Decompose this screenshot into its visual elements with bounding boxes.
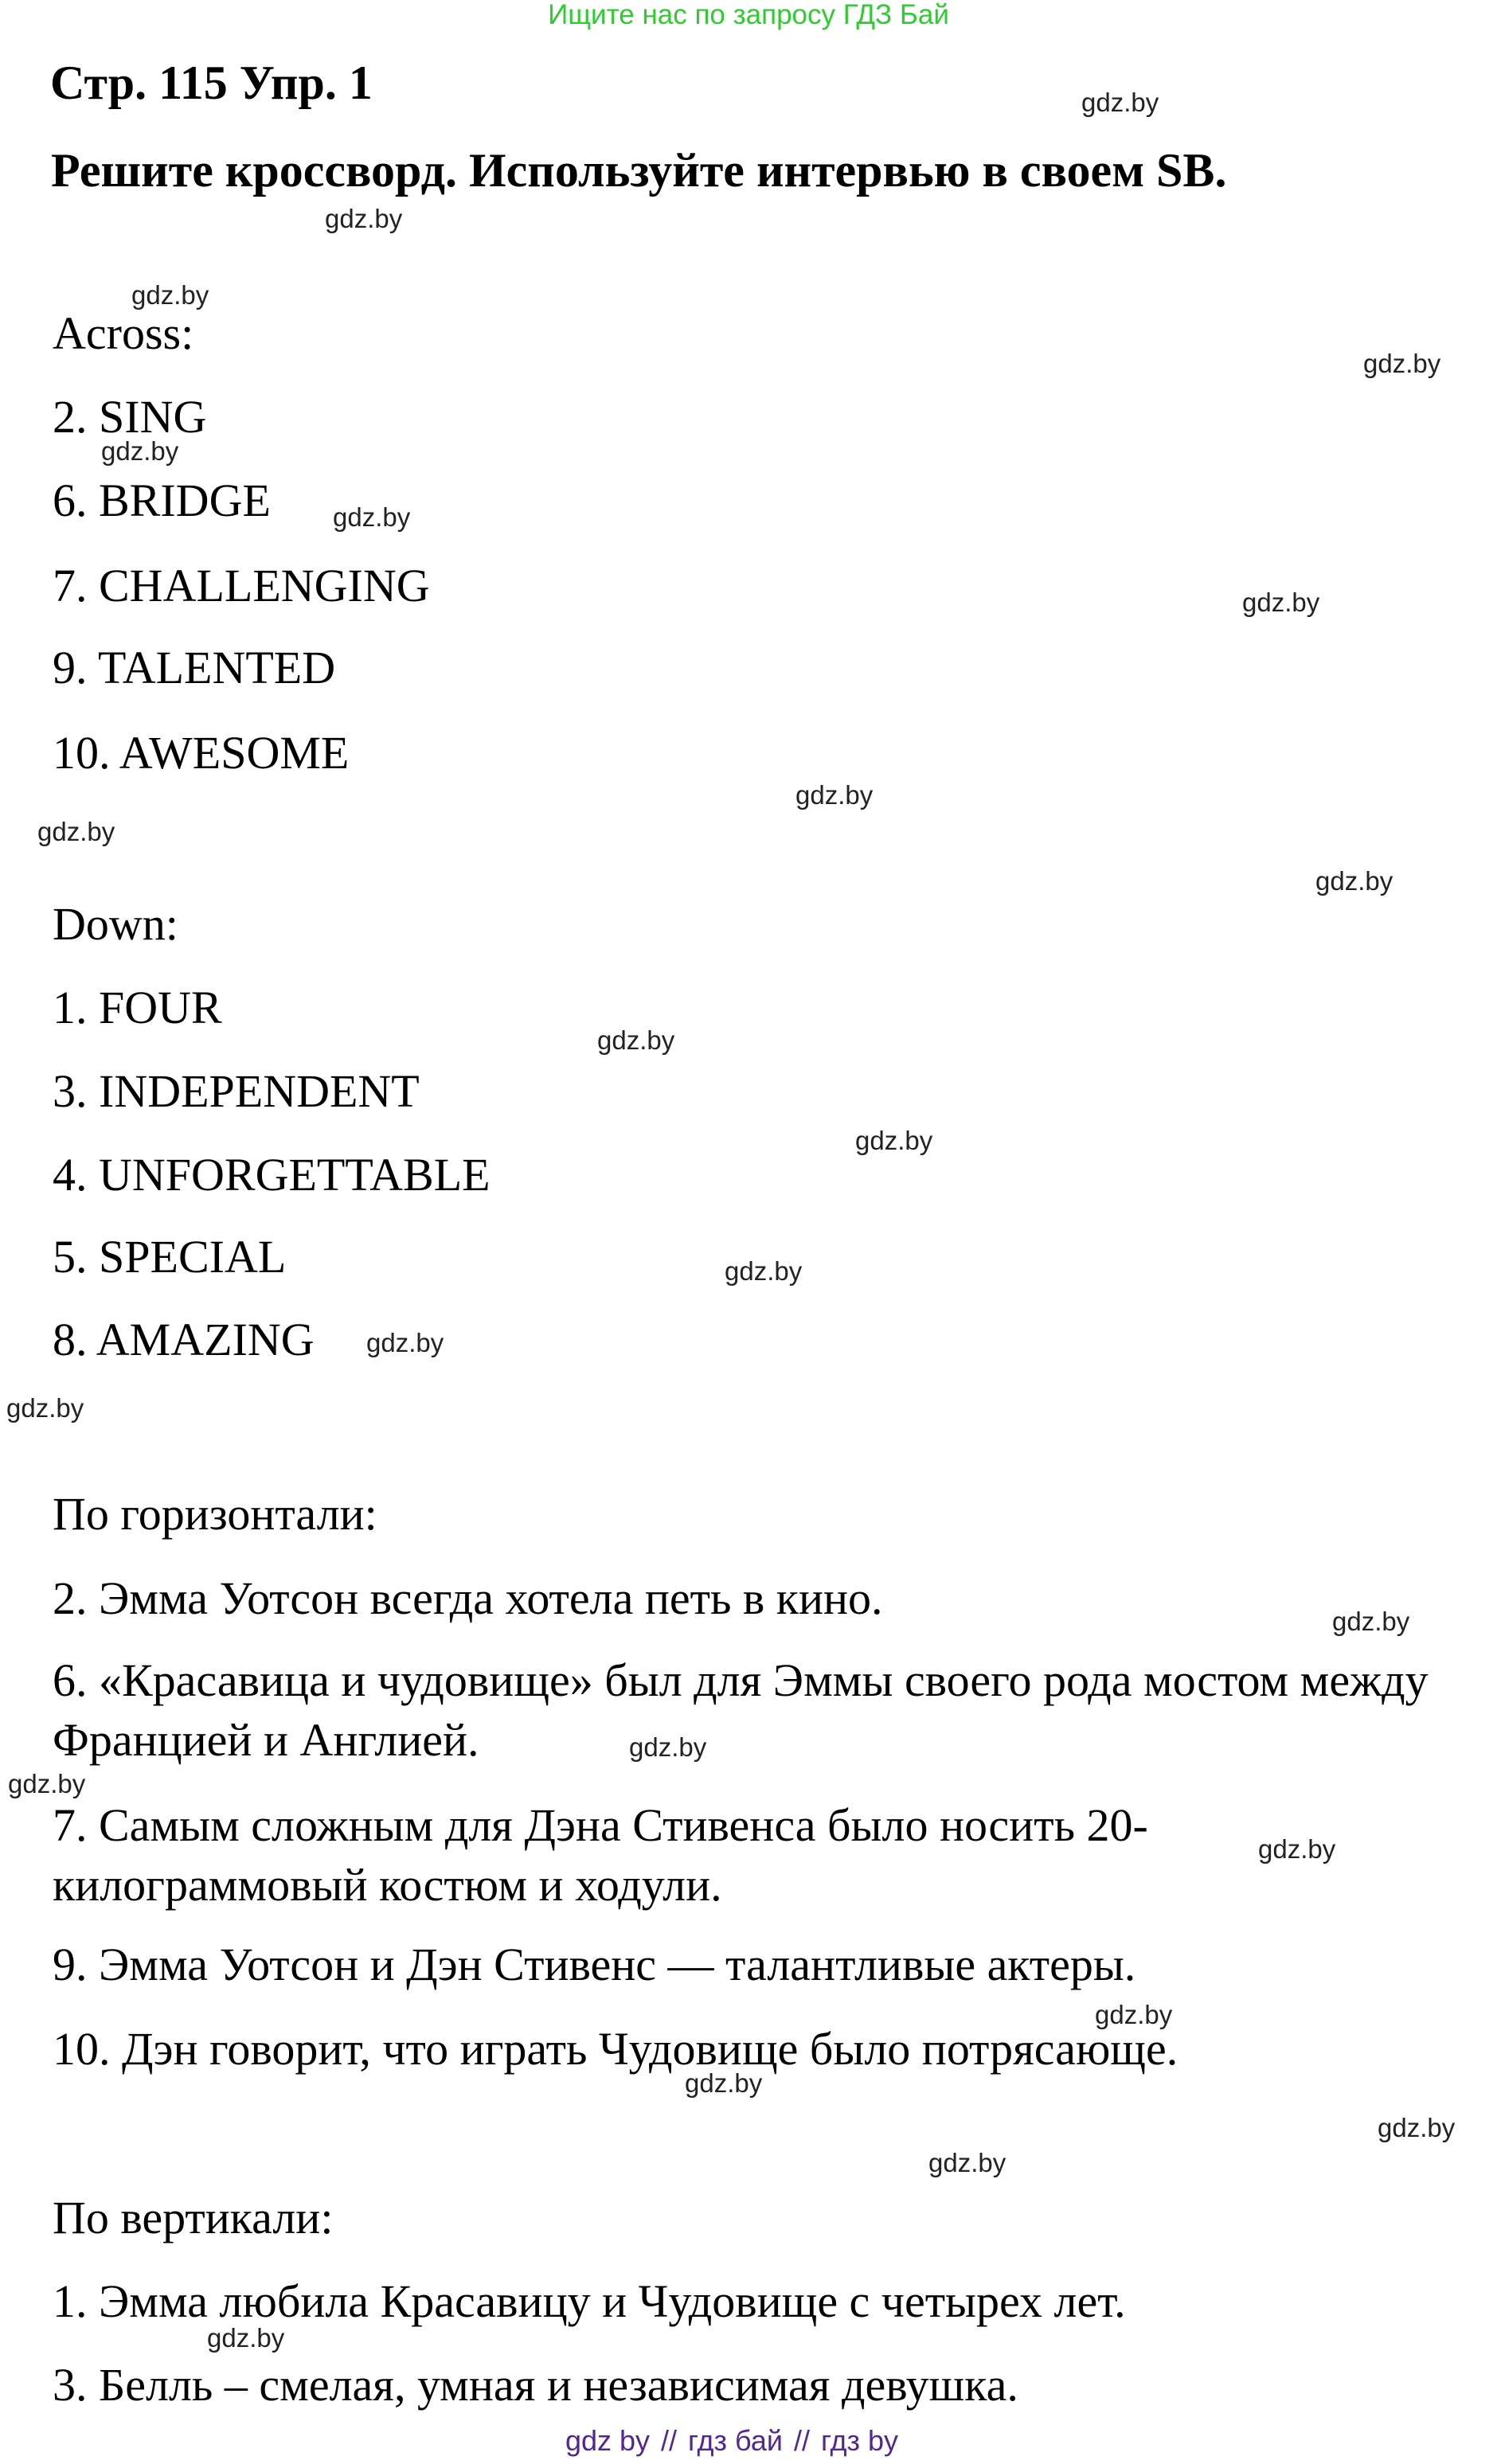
gdz-watermark: gdz.by	[8, 1769, 86, 1798]
horizontal-item: 2. Эмма Уотсон всегда хотела петь в кино.	[53, 1572, 883, 1624]
across-item: 7. CHALLENGING	[53, 560, 430, 611]
footer-link-gdz-bai[interactable]: гдз бай	[688, 2424, 783, 2457]
horizontal-item: 7. Самым сложным для Дэна Стивенса было носить 20-	[53, 1799, 1148, 1851]
across-item: 2. SING	[53, 391, 207, 443]
gdz-watermark: gdz.by	[597, 1025, 675, 1055]
gdz-watermark: gdz.by	[928, 2148, 1006, 2177]
horizontal-item-continued: килограммовый костюм и ходули.	[53, 1859, 722, 1911]
gdz-watermark: gdz.by	[366, 1328, 444, 1357]
down-heading: Down:	[53, 898, 178, 950]
page-title: Стр. 115 Упр. 1	[50, 57, 373, 109]
footer-link-gdz-by-2[interactable]: гдз by	[821, 2424, 899, 2457]
gdz-watermark: gdz.by	[629, 1732, 707, 1762]
down-item: 8. AMAZING	[53, 1314, 315, 1365]
gdz-watermark: gdz.by	[725, 1256, 803, 1286]
across-heading: Across:	[53, 307, 194, 359]
gdz-watermark: gdz.by	[6, 1393, 84, 1423]
gdz-watermark: gdz.by	[333, 502, 411, 532]
gdz-watermark: gdz.by	[1242, 588, 1320, 617]
gdz-watermark: gdz.by	[1315, 866, 1393, 896]
gdz-watermark: gdz.by	[1363, 349, 1441, 378]
horizontal-item: 10. Дэн говорит, что играть Чудовище было потрясающе.	[53, 2023, 1178, 2075]
footer-links	[0, 2424, 1464, 2457]
vertical-heading: По вертикали:	[53, 2192, 334, 2243]
down-item: 1. FOUR	[53, 982, 222, 1033]
gdz-watermark: gdz.by	[685, 2068, 763, 2098]
horizontal-heading: По горизонтали:	[53, 1488, 377, 1540]
gdz-watermark: gdz.by	[1095, 2000, 1173, 2029]
promo-banner: Ищите нас по запросу ГДЗ Бай	[548, 0, 949, 30]
footer-separator: //	[661, 2424, 678, 2457]
down-item: 3. INDEPENDENT	[53, 1065, 420, 1117]
gdz-watermark: gdz.by	[855, 1126, 933, 1155]
vertical-item: 1. Эмма любила Красавицу и Чудовище с четырех лет.	[53, 2275, 1126, 2327]
horizontal-item-continued: Францией и Англией.	[53, 1714, 479, 1766]
across-item: 10. AWESOME	[53, 727, 350, 779]
gdz-watermark: gdz.by	[1081, 88, 1159, 117]
gdz-watermark: gdz.by	[131, 280, 209, 310]
vertical-item: 3. Белль – смелая, умная и независимая девушка.	[53, 2359, 1018, 2411]
gdz-watermark: gdz.by	[795, 780, 874, 810]
gdz-watermark: gdz.by	[325, 204, 403, 233]
footer-link-gdz-by[interactable]: gdz by	[565, 2424, 651, 2457]
gdz-watermark: gdz.by	[37, 817, 115, 846]
task-heading: Решите кроссворд. Используйте интервью в своем SB.	[51, 144, 1227, 197]
across-item: 9. TALENTED	[53, 642, 336, 693]
gdz-watermark: gdz.by	[101, 436, 179, 466]
gdz-watermark: gdz.by	[1258, 1834, 1336, 1864]
down-item: 4. UNFORGETTABLE	[53, 1149, 491, 1201]
down-item: 5. SPECIAL	[53, 1231, 287, 1283]
horizontal-item: 6. «Красавица и чудовище» был для Эммы своего рода мостом между	[53, 1654, 1429, 1706]
across-item: 6. BRIDGE	[53, 474, 271, 526]
footer-separator: //	[793, 2424, 810, 2457]
gdz-watermark: gdz.by	[1332, 1607, 1410, 1636]
gdz-watermark: gdz.by	[1378, 2113, 1456, 2142]
gdz-watermark: gdz.by	[207, 2323, 285, 2353]
horizontal-item: 9. Эмма Уотсон и Дэн Стивенс — талантливые актеры.	[53, 1939, 1136, 1990]
